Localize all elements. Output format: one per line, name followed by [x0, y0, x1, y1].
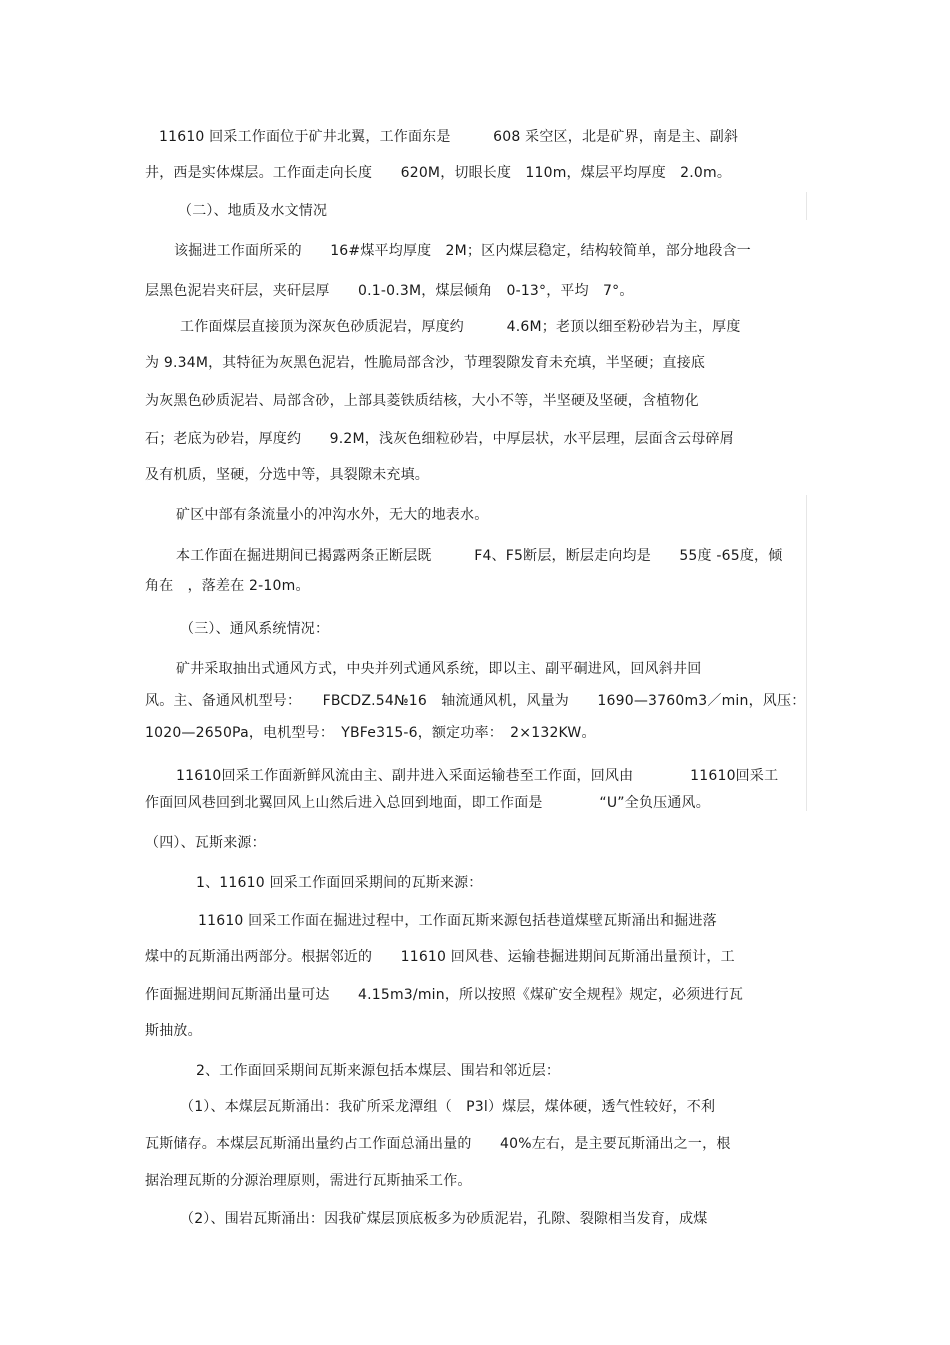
- paragraph-line: 煤中的瓦斯涌出两部分。根据邻近的 11610 回风巷、运输巷掘进期间瓦斯涌出量预计，工: [145, 949, 735, 965]
- paragraph-line: 矿区中部有条流量小的冲沟水外，无大的地表水。: [176, 507, 489, 523]
- paragraph-line: 1、11610 回采工作面回采期间的瓦斯来源：: [196, 875, 483, 891]
- section-heading: （三）、通风系统情况：: [180, 621, 330, 637]
- paragraph-line: 工作面煤层直接顶为深灰色砂质泥岩，厚度约 4.6M；老顶以细至粉砂岩为主，厚度: [180, 319, 741, 335]
- paragraph-line: 为 9.34M，其特征为灰黑色泥岩，性脆局部含沙，节理裂隙发育未充填，半坚硬；直接底: [145, 355, 706, 371]
- paragraph-line: 据治理瓦斯的分源治理原则，需进行瓦斯抽采工作。: [145, 1173, 472, 1189]
- paragraph-line: 本工作面在掘进期间已揭露两条正断层既 F4、F5断层，断层走向均是 55度 -65度，倾: [176, 548, 783, 564]
- paragraph-line: 矿井采取抽出式通风方式，中央并列式通风系统，即以主、副平硐进风，回风斜井回: [176, 661, 702, 677]
- paragraph-line: 石；老底为砂岩，厚度约 9.2M，浅灰色细粒砂岩，中厚层状，水平层理，层面含云母碎屑: [145, 431, 734, 447]
- margin-rule: [806, 192, 807, 220]
- paragraph-line: 作面回风巷回到北翼回风上山然后进入总回到地面，即工作面是 “U”全负压通风。: [145, 795, 710, 811]
- section-heading: （二）、地质及水文情况: [178, 203, 328, 219]
- paragraph-line: 斯抽放。: [145, 1023, 202, 1039]
- paragraph-line: 风。主、备通风机型号： FBCDZ.54№16 轴流通风机，风量为 1690—3760m3／min，风压：: [145, 693, 806, 709]
- paragraph-line: 该掘进工作面所采的 16#煤平均厚度 2M；区内煤层稳定，结构较简单，部分地段含一: [174, 243, 751, 259]
- paragraph-line: 层黑色泥岩夹矸层，夹矸层厚 0.1-0.3M，煤层倾角 0-13°，平均 7°。: [145, 283, 634, 299]
- paragraph-line: （1）、本煤层瓦斯涌出：我矿所采龙潭组（ P3l）煤层，煤体硬，透气性较好，不利: [180, 1099, 716, 1115]
- paragraph-line: 11610 回采工作面位于矿井北翼，工作面东是 608 采空区，北是矿界，南是主、副斜: [159, 129, 739, 145]
- paragraph-line: 11610回采工作面新鲜风流由主、副井进入采面运输巷至工作面，回风由 11610回采工: [176, 768, 779, 784]
- section-heading: （四）、瓦斯来源：: [145, 835, 266, 851]
- paragraph-line: 及有机质，坚硬，分选中等，具裂隙未充填。: [145, 467, 429, 483]
- margin-rule: [806, 495, 807, 811]
- paragraph-line: 角在 ，落差在 2-10m。: [145, 578, 310, 594]
- paragraph-line: 瓦斯储存。本煤层瓦斯涌出量约占工作面总涌出量的 40%左右，是主要瓦斯涌出之一，根: [145, 1136, 731, 1152]
- paragraph-line: 1020—2650Pa，电机型号： YBFe315-6，额定功率： 2×132KW。: [145, 725, 596, 741]
- paragraph-line: （2）、围岩瓦斯涌出：因我矿煤层顶底板多为砂质泥岩，孔隙、裂隙相当发育，成煤: [180, 1211, 708, 1227]
- paragraph-line: 2、工作面回采期间瓦斯来源包括本煤层、围岩和邻近层：: [196, 1063, 561, 1079]
- paragraph-line: 11610 回采工作面在掘进过程中，工作面瓦斯来源包括巷道煤壁瓦斯涌出和掘进落: [198, 913, 717, 929]
- paragraph-line: 为灰黑色砂质泥岩、局部含砂，上部具菱铁质结核，大小不等，半坚硬及坚硬，含植物化: [145, 393, 699, 409]
- paragraph-line: 作面掘进期间瓦斯涌出量可达 4.15m3/min，所以按照《煤矿安全规程》规定，必须进行瓦: [145, 987, 744, 1003]
- paragraph-line: 井，西是实体煤层。工作面走向长度 620M，切眼长度 110m，煤层平均厚度 2.0m。: [145, 165, 732, 181]
